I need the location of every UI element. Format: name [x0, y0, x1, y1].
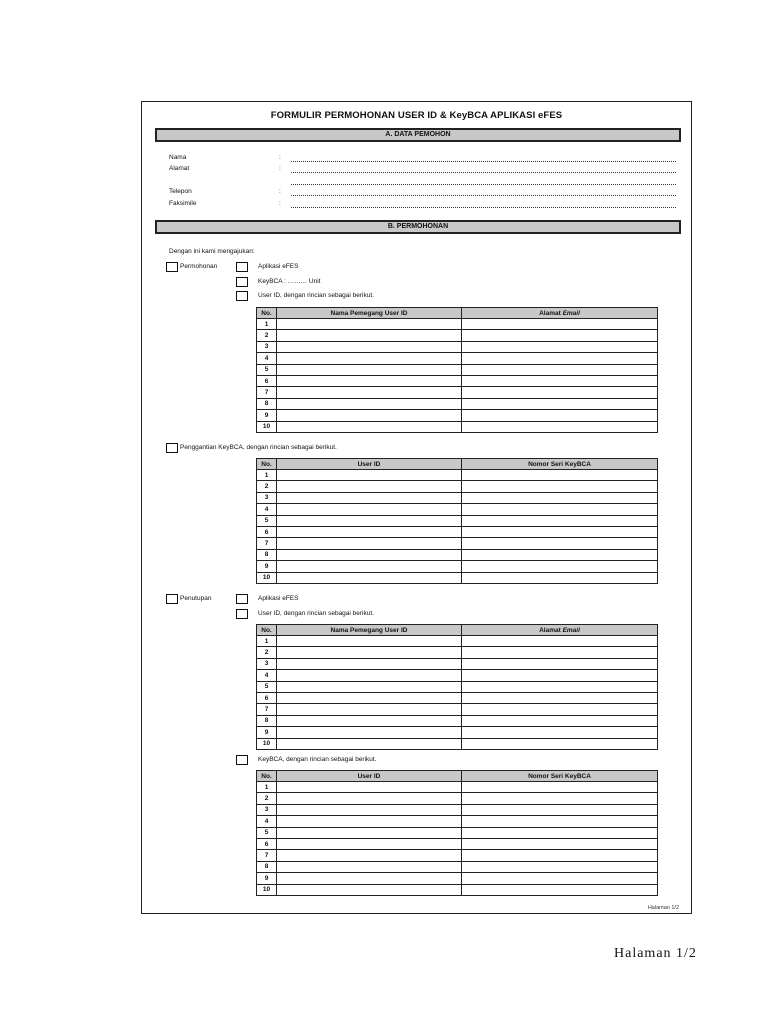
row-number: 8 — [257, 549, 277, 560]
row-number: 10 — [257, 884, 277, 895]
cell-input[interactable] — [462, 421, 658, 432]
row-number: 5 — [257, 515, 277, 526]
label-penutupan-userid: User ID, dengan rincian sebagai berikut. — [258, 610, 374, 617]
cell-input[interactable] — [462, 793, 658, 804]
table-row — [257, 861, 658, 872]
cell-input[interactable] — [277, 561, 462, 572]
page-footer: Halaman 1/2 — [614, 946, 697, 961]
col-no: No. — [257, 625, 277, 636]
cell-input[interactable] — [277, 658, 462, 669]
cell-input[interactable] — [277, 636, 462, 647]
cell-input[interactable] — [462, 492, 658, 503]
row-number: 9 — [257, 873, 277, 884]
cell-input[interactable] — [462, 341, 658, 352]
cell-input[interactable] — [462, 375, 658, 386]
cell-input[interactable] — [277, 738, 462, 749]
cell-input[interactable] — [462, 319, 658, 330]
cell-input[interactable] — [277, 549, 462, 560]
checkbox-permohonan-userid[interactable] — [236, 291, 248, 301]
table-row — [257, 319, 658, 330]
cell-input[interactable] — [277, 375, 462, 386]
col-nama-pemegang: Nama Pemegang User ID — [277, 308, 462, 319]
row-number: 1 — [257, 782, 277, 793]
table-row — [257, 816, 658, 827]
form-title: FORMULIR PERMOHONAN USER ID & KeyBCA APLIKASI eFES — [270, 110, 563, 121]
label-permohonan-efes: Aplikasi eFES — [258, 263, 299, 270]
cell-input[interactable] — [462, 398, 658, 409]
cell-input[interactable] — [462, 353, 658, 364]
table-row — [257, 341, 658, 352]
cell-input[interactable] — [462, 670, 658, 681]
col-nama-pemegang: Nama Pemegang User ID — [277, 625, 462, 636]
cell-input[interactable] — [462, 884, 658, 895]
table-permohonan-userid — [256, 307, 658, 433]
table-row — [257, 692, 658, 703]
table-row — [257, 421, 658, 432]
table-row — [257, 647, 658, 658]
cell-input[interactable] — [277, 504, 462, 515]
row-number: 2 — [257, 330, 277, 341]
cell-input[interactable] — [277, 704, 462, 715]
table-row — [257, 515, 658, 526]
input-alamat-line-1[interactable] — [291, 172, 676, 173]
cell-input[interactable] — [462, 704, 658, 715]
label-faksimile: Faksimile — [169, 200, 197, 207]
label-permohonan: Permohonan — [180, 263, 218, 270]
cell-input[interactable] — [462, 549, 658, 560]
cell-input[interactable] — [462, 330, 658, 341]
table-row — [257, 353, 658, 364]
row-number: 9 — [257, 410, 277, 421]
label-penutupan-keybca: KeyBCA, dengan rincian sebagai berikut. — [258, 756, 377, 763]
row-number: 4 — [257, 816, 277, 827]
checkbox-penggantian-keybca[interactable] — [166, 443, 178, 453]
table-row — [257, 504, 658, 515]
cell-input[interactable] — [462, 636, 658, 647]
table-row — [257, 572, 658, 583]
cell-input[interactable] — [277, 410, 462, 421]
cell-input[interactable] — [462, 481, 658, 492]
cell-input[interactable] — [462, 526, 658, 537]
table-row — [257, 526, 658, 537]
label-penutupan: Penutupan — [180, 595, 212, 602]
cell-input[interactable] — [277, 398, 462, 409]
cell-input[interactable] — [462, 816, 658, 827]
cell-input[interactable] — [462, 681, 658, 692]
table-row — [257, 873, 658, 884]
table-row — [257, 838, 658, 849]
table-row — [257, 364, 658, 375]
cell-input[interactable] — [277, 850, 462, 861]
cell-input[interactable] — [277, 793, 462, 804]
label-permohonan-userid: User ID, dengan rincian sebagai berikut. — [258, 292, 374, 299]
cell-input[interactable] — [462, 804, 658, 815]
col-no: No. — [257, 308, 277, 319]
cell-input[interactable] — [277, 782, 462, 793]
cell-input[interactable] — [462, 782, 658, 793]
col-no: No. — [257, 771, 277, 782]
table-row — [257, 704, 658, 715]
cell-input[interactable] — [462, 647, 658, 658]
cell-input[interactable] — [462, 387, 658, 398]
table-row — [257, 827, 658, 838]
checkbox-penutupan-userid[interactable] — [236, 609, 248, 619]
table-row — [257, 782, 658, 793]
cell-input[interactable] — [462, 410, 658, 421]
cell-input[interactable] — [277, 572, 462, 583]
row-number: 6 — [257, 375, 277, 386]
row-number: 4 — [257, 670, 277, 681]
col-nomor-seri: Nomor Seri KeyBCA — [462, 459, 658, 470]
cell-input[interactable] — [277, 470, 462, 481]
row-number: 3 — [257, 341, 277, 352]
colon-faksimile: : — [279, 200, 281, 207]
checkbox-permohonan-keybca[interactable] — [236, 277, 248, 287]
table-row — [257, 538, 658, 549]
label-permohonan-keybca: KeyBCA : ……… Unit — [258, 278, 321, 285]
section-b-header: B. PERMOHONAN — [155, 220, 681, 234]
table-row — [257, 387, 658, 398]
cell-input[interactable] — [277, 647, 462, 658]
cell-input[interactable] — [277, 526, 462, 537]
table-row — [257, 681, 658, 692]
cell-input[interactable] — [277, 804, 462, 815]
row-number: 6 — [257, 526, 277, 537]
table-row — [257, 850, 658, 861]
cell-input[interactable] — [462, 861, 658, 872]
cell-input[interactable] — [277, 515, 462, 526]
row-number: 6 — [257, 838, 277, 849]
row-number: 8 — [257, 398, 277, 409]
col-no: No. — [257, 459, 277, 470]
row-number: 9 — [257, 727, 277, 738]
cell-input[interactable] — [277, 861, 462, 872]
table-row — [257, 738, 658, 749]
label-penggantian: Penggantian KeyBCA, dengan rincian sebagai berikut. — [180, 444, 337, 451]
table-row — [257, 793, 658, 804]
cell-input[interactable] — [277, 353, 462, 364]
cell-input[interactable] — [277, 387, 462, 398]
row-number: 2 — [257, 793, 277, 804]
cell-input[interactable] — [462, 504, 658, 515]
label-penutupan-efes: Aplikasi eFES — [258, 595, 299, 602]
cell-input[interactable] — [277, 330, 462, 341]
cell-input[interactable] — [462, 364, 658, 375]
cell-input[interactable] — [277, 838, 462, 849]
row-number: 2 — [257, 647, 277, 658]
table-row — [257, 804, 658, 815]
table-row — [257, 561, 658, 572]
label-telepon: Telepon — [169, 188, 192, 195]
cell-input[interactable] — [462, 692, 658, 703]
cell-input[interactable] — [277, 364, 462, 375]
cell-input[interactable] — [277, 492, 462, 503]
cell-input[interactable] — [462, 515, 658, 526]
cell-input[interactable] — [462, 658, 658, 669]
cell-input[interactable] — [277, 670, 462, 681]
row-number: 10 — [257, 738, 277, 749]
colon-nama: : — [279, 154, 281, 161]
row-number: 7 — [257, 538, 277, 549]
input-faksimile-line[interactable] — [291, 207, 676, 208]
row-number: 10 — [257, 421, 277, 432]
application-form — [141, 101, 692, 914]
cell-input[interactable] — [462, 827, 658, 838]
cell-input[interactable] — [277, 873, 462, 884]
table-row — [257, 670, 658, 681]
cell-input[interactable] — [462, 561, 658, 572]
table-row — [257, 481, 658, 492]
table-penggantian-keybca — [256, 458, 658, 584]
table-row — [257, 470, 658, 481]
intro-text: Dengan ini kami mengajukan: — [169, 248, 255, 255]
col-alamat-email: Alamat Email — [462, 308, 658, 319]
table-row — [257, 492, 658, 503]
checkbox-penutupan-keybca[interactable] — [236, 755, 248, 765]
colon-telepon: : — [279, 188, 281, 195]
cell-input[interactable] — [462, 838, 658, 849]
label-alamat: Alamat — [169, 165, 190, 172]
table-row — [257, 658, 658, 669]
row-number: 2 — [257, 481, 277, 492]
row-number: 1 — [257, 636, 277, 647]
cell-input[interactable] — [277, 681, 462, 692]
table-row — [257, 375, 658, 386]
input-telepon-line[interactable] — [291, 195, 676, 196]
row-number: 4 — [257, 504, 277, 515]
cell-input[interactable] — [277, 884, 462, 895]
row-number: 7 — [257, 850, 277, 861]
table-row — [257, 727, 658, 738]
cell-input[interactable] — [277, 827, 462, 838]
row-number: 4 — [257, 353, 277, 364]
cell-input[interactable] — [277, 692, 462, 703]
row-number: 5 — [257, 827, 277, 838]
row-number: 3 — [257, 492, 277, 503]
cell-input[interactable] — [462, 873, 658, 884]
input-alamat-line-2[interactable] — [291, 184, 676, 185]
checkbox-penutupan-efes[interactable] — [236, 594, 248, 604]
checkbox-permohonan[interactable] — [166, 262, 178, 272]
col-user-id: User ID — [277, 459, 462, 470]
cell-input[interactable] — [277, 319, 462, 330]
row-number: 10 — [257, 572, 277, 583]
row-number: 1 — [257, 319, 277, 330]
cell-input[interactable] — [277, 538, 462, 549]
table-row — [257, 410, 658, 421]
cell-input[interactable] — [277, 715, 462, 726]
table-row — [257, 636, 658, 647]
table-row — [257, 330, 658, 341]
checkbox-permohonan-efes[interactable] — [236, 262, 248, 272]
row-number: 5 — [257, 364, 277, 375]
row-number: 7 — [257, 387, 277, 398]
row-number: 1 — [257, 470, 277, 481]
cell-input[interactable] — [462, 538, 658, 549]
checkbox-penutupan[interactable] — [166, 594, 178, 604]
cell-input[interactable] — [462, 470, 658, 481]
row-number: 3 — [257, 804, 277, 815]
row-number: 5 — [257, 681, 277, 692]
section-a-header: A. DATA PEMOHON — [155, 128, 681, 142]
row-number: 8 — [257, 861, 277, 872]
input-nama-line[interactable] — [291, 161, 676, 162]
cell-input[interactable] — [462, 850, 658, 861]
row-number: 8 — [257, 715, 277, 726]
cell-input[interactable] — [277, 481, 462, 492]
row-number: 3 — [257, 658, 277, 669]
row-number: 6 — [257, 692, 277, 703]
col-alamat-email: Alamat Email — [462, 625, 658, 636]
row-number: 7 — [257, 704, 277, 715]
cell-input[interactable] — [277, 421, 462, 432]
table-row — [257, 884, 658, 895]
cell-input[interactable] — [277, 341, 462, 352]
cell-input[interactable] — [462, 715, 658, 726]
col-nomor-seri: Nomor Seri KeyBCA — [462, 771, 658, 782]
colon-alamat: : — [279, 165, 281, 172]
form-page-number: Halaman 1/2 — [647, 905, 679, 911]
cell-input[interactable] — [462, 738, 658, 749]
label-nama: Nama — [169, 154, 187, 161]
cell-input[interactable] — [462, 727, 658, 738]
row-number: 9 — [257, 561, 277, 572]
cell-input[interactable] — [462, 572, 658, 583]
cell-input[interactable] — [277, 816, 462, 827]
cell-input[interactable] — [277, 727, 462, 738]
table-row — [257, 715, 658, 726]
table-row — [257, 549, 658, 560]
table-row — [257, 398, 658, 409]
table-penutupan-keybca — [256, 770, 658, 896]
col-user-id: User ID — [277, 771, 462, 782]
table-penutupan-userid — [256, 624, 658, 750]
